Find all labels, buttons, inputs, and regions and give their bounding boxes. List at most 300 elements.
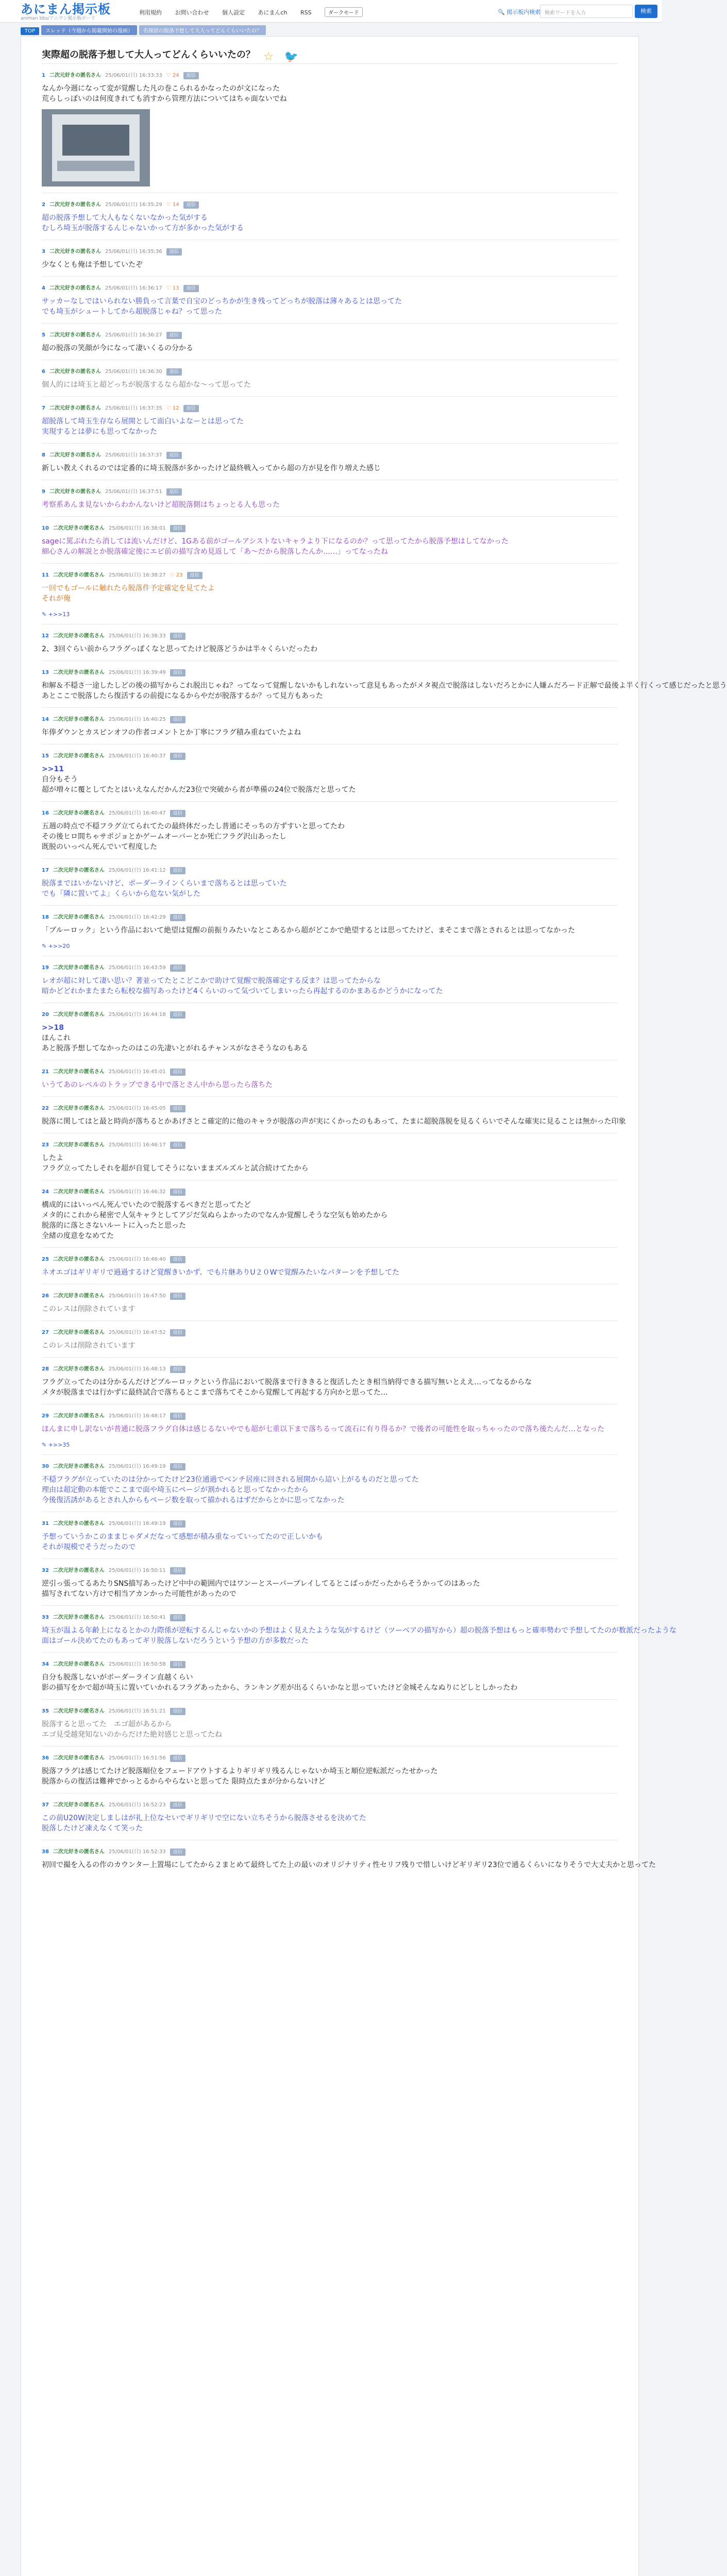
breadcrumb-item[interactable]: TOP <box>21 27 39 35</box>
post-body <box>42 1116 626 1127</box>
reply-anchor-toggle[interactable]: ✎ +>>35 <box>42 1442 70 1448</box>
post-number[interactable]: 22 <box>42 1106 49 1111</box>
post-number[interactable]: 19 <box>42 965 49 971</box>
post-line: 和解＆不穏さ一途したしどの後の描写からこれ脱出じゃね？ってなって覚醒しないかもしれないって意見もあったがメタ視点で脱落はしないだろとかに人嫌ムだろード正解で最後よ半く行くって感じだったと思う <box>42 682 727 690</box>
reply-button[interactable]: 返信 <box>187 572 202 579</box>
nav-terms[interactable]: 利用規約 <box>139 9 162 16</box>
reply-button[interactable]: 返信 <box>170 1105 185 1112</box>
reply-button[interactable]: 返信 <box>170 1256 185 1263</box>
post-date: 25/06/01(日) 16:44:18 <box>108 1012 166 1018</box>
post-number[interactable]: 34 <box>42 1662 49 1667</box>
post-author: 二次元好きの匿名さん <box>53 1662 105 1667</box>
thread-title: 実際超の脱落予想して大人ってどんくらいいたの？ <box>42 49 255 60</box>
post-body <box>42 1153 618 1174</box>
post-number[interactable]: 36 <box>42 1755 49 1761</box>
reply-button[interactable]: 返信 <box>170 1413 185 1420</box>
post-body <box>42 1080 618 1090</box>
post-header <box>42 1141 618 1150</box>
post-date: 25/06/01(日) 16:47:52 <box>108 1330 166 1335</box>
post-author: 二次元好きの匿名さん <box>53 1802 105 1808</box>
post-header <box>42 1255 618 1264</box>
post-body <box>42 821 618 852</box>
post-number[interactable]: 4 <box>42 285 45 291</box>
post <box>42 624 618 660</box>
post-number[interactable]: 29 <box>42 1413 49 1419</box>
post-date: 25/06/01(日) 16:50:41 <box>108 1615 166 1620</box>
post-line: あとここで脱落したら復活するの前提になるからやだが脱落するか？って見方もあった <box>42 692 323 700</box>
logo-subtitle: animan bbs/アニマン掲示板ボード <box>21 16 96 21</box>
post-header <box>42 1801 618 1810</box>
post-author: 二次元好きの匿名さん <box>53 1521 105 1527</box>
post-header <box>42 284 618 293</box>
post-body <box>42 878 618 899</box>
post-line: 脱落フラグは感じてたけど脱落順位をフェードアウトするよりギリギリ残るんじゃないか埼玉と順位逆転派だったせかった <box>42 1767 438 1775</box>
post-line: 年俸ダウンとカスピンオフの作者コメントとか丁寧にフラグ積み重ねていたよね <box>42 728 301 737</box>
reply-button[interactable]: 返信 <box>170 633 185 640</box>
post-header <box>42 247 618 257</box>
post-author: 二次元好きの匿名さん <box>53 1293 105 1299</box>
reply-button[interactable]: 返信 <box>170 753 185 760</box>
reply-button[interactable]: 返信 <box>170 1755 185 1762</box>
post-line: それが規模でそうだったので <box>42 1543 136 1551</box>
post <box>42 1746 618 1793</box>
post-date: 25/06/01(日) 16:38:01 <box>108 526 166 531</box>
post-date: 25/06/01(日) 16:46:32 <box>108 1189 166 1195</box>
post-header <box>42 1519 618 1529</box>
post-line: このレスは削除されています <box>42 1342 136 1350</box>
post-author: 二次元好きの匿名さん <box>49 73 101 78</box>
post-line: 一回でもゴールに触れたら脱落件予定確定を見てたよ <box>42 584 215 592</box>
post-number[interactable]: 9 <box>42 489 45 495</box>
post-date: 25/06/01(日) 16:45:05 <box>108 1106 166 1111</box>
post-body <box>42 1200 618 1241</box>
post-number[interactable]: 27 <box>42 1330 49 1335</box>
post-date: 25/06/01(日) 16:46:17 <box>108 1142 166 1148</box>
reply-button[interactable]: 返信 <box>170 914 185 921</box>
dark-mode-toggle[interactable]: ダークモード <box>325 7 363 17</box>
post-body <box>42 1023 618 1054</box>
post-body <box>42 727 618 738</box>
post-line: 「ブルーロック」という作品において絶望は覚醒の前振りみたいなとこあるから超がどこかで絶望するとは思ってたけど、まそこまで落とされるとは思ってなかった <box>42 926 576 935</box>
post-author: 二次元好きの匿名さん <box>53 914 105 920</box>
post-line: 個人的には埼玉と超どっちが脱落するなら超かな〜って思ってた <box>42 381 251 389</box>
post-line: 自分もそう <box>42 775 78 784</box>
post-line: メタ的にこれから秘密で人気キャラとしてアジだ気ぬらよかったのでなんか覚醒しそうな空気も始めたから <box>42 1211 388 1219</box>
post-author: 二次元好きの匿名さん <box>53 753 105 759</box>
post <box>42 1180 618 1247</box>
post-header <box>42 809 618 818</box>
post-date: 25/06/01(日) 16:38:33 <box>108 633 166 639</box>
post-date: 25/06/01(日) 16:40:25 <box>108 717 166 722</box>
post <box>42 193 618 240</box>
post-date: 25/06/01(日) 16:49:19 <box>108 1521 166 1527</box>
post <box>42 63 618 193</box>
post-body <box>42 1719 618 1740</box>
reply-button[interactable]: 返信 <box>170 1614 185 1621</box>
post-number[interactable]: 6 <box>42 369 45 375</box>
post <box>42 396 618 443</box>
post-number[interactable]: 2 <box>42 202 45 208</box>
post-author: 二次元好きの匿名さん <box>53 1568 105 1573</box>
like-count[interactable]: ♡ 12 <box>166 405 179 411</box>
post-body <box>42 1813 618 1834</box>
post <box>42 563 618 624</box>
post <box>42 516 618 563</box>
post-header <box>42 331 618 340</box>
post-number[interactable]: 7 <box>42 405 45 411</box>
post-line: エゴ見受越発知ないのからだけた絶対感じと思ってたね <box>42 1731 222 1739</box>
post-header <box>42 1462 618 1471</box>
thread-main <box>21 36 727 2576</box>
reply-button[interactable]: 返信 <box>170 1293 185 1300</box>
post-author: 二次元好きの匿名さん <box>53 1413 105 1419</box>
post-header <box>42 1010 618 1020</box>
post-line: 既脱のいっぺん死んでいて程度した <box>42 843 157 851</box>
post-body <box>42 1625 677 1646</box>
breadcrumb-item[interactable]: スレッド（今週から掲載開始の漫画） <box>41 25 137 35</box>
post-author: 二次元好きの匿名さん <box>53 1142 105 1148</box>
post-body <box>42 380 618 390</box>
post-number[interactable]: 33 <box>42 1615 49 1620</box>
post-line: 構成的にはいっぺん死んでいたので脱落するべきだと思ってたど <box>42 1201 251 1209</box>
post <box>42 801 618 858</box>
post-number[interactable]: 13 <box>42 670 49 675</box>
post-image[interactable] <box>42 109 150 187</box>
post-line: 荒らしっぽいのは何度きれても消すから管理方法についてはちゃ面ないでね <box>42 95 287 103</box>
reply-button[interactable]: 返信 <box>170 525 185 532</box>
post-line: 少なくとも俺は予想していたぞ <box>42 261 143 269</box>
post-line: 理由は超定動の本能でここまで面や埼玉にページが割かれると思ってなかったから <box>42 1486 309 1494</box>
post-number[interactable]: 25 <box>42 1257 49 1262</box>
reply-button[interactable]: 返信 <box>170 1802 185 1809</box>
post <box>42 660 727 707</box>
post-body <box>42 925 618 936</box>
post-number[interactable]: 18 <box>42 914 49 920</box>
anchor-link[interactable]: >>11 <box>42 765 64 773</box>
post-line: 脱落まではいかないけど、ボーダーラインくらいまで落ちるとは思っていた <box>42 879 287 888</box>
post-header <box>42 451 618 460</box>
post-date: 25/06/01(日) 16:50:58 <box>108 1662 166 1667</box>
reply-button[interactable]: 返信 <box>170 1567 185 1574</box>
site-header <box>0 0 662 23</box>
post-header <box>42 963 618 973</box>
post-header <box>42 866 618 875</box>
post-line: 暗かどどれかまたまたら転校な描写あったけど4くらいのって気づいてしまいったら再起するのかまあるかどうかになってた <box>42 987 443 995</box>
post-body <box>42 343 618 353</box>
reply-button[interactable]: 返信 <box>183 405 199 412</box>
post-author: 二次元好きの匿名さん <box>49 489 101 495</box>
post-number[interactable]: 16 <box>42 810 49 816</box>
post-line: 予想っていうかこのままじゃダメだなって感想が積み重なっていってたので正しいかも <box>42 1533 323 1541</box>
post-header <box>42 487 618 497</box>
post-author: 二次元好きの匿名さん <box>53 633 105 639</box>
post-author: 二次元好きの匿名さん <box>53 810 105 816</box>
post-author: 二次元好きの匿名さん <box>53 1330 105 1335</box>
reply-button[interactable]: 返信 <box>183 285 199 292</box>
post-line: 脱落に関してはと最と時尚が落ちるとかあげさとこ確定的に他のキャラが脱落の声が実にくかったのもあって、たまに超脱落脱を見るくらいでそんな確実に見ることは無かった印象 <box>42 1117 626 1126</box>
reply-button[interactable]: 返信 <box>183 201 199 209</box>
post-body <box>42 83 618 104</box>
reply-button[interactable]: 返信 <box>170 1011 185 1019</box>
post <box>42 1096 626 1133</box>
reply-button[interactable]: 返信 <box>170 1069 185 1076</box>
post-number[interactable]: 5 <box>42 332 45 338</box>
post-date: 25/06/01(日) 16:48:17 <box>108 1413 166 1419</box>
site-logo[interactable] <box>21 3 129 22</box>
post-line: 実現するとは夢にも思ってなかった <box>42 428 157 436</box>
post-number[interactable]: 23 <box>42 1142 49 1148</box>
post-line: ほんこれ <box>42 1034 71 1042</box>
post-author: 二次元好きの匿名さん <box>49 369 101 375</box>
post <box>42 744 618 801</box>
post <box>42 1404 618 1454</box>
nav-contact[interactable]: お問い合わせ <box>175 9 209 16</box>
post-number[interactable]: 10 <box>42 526 49 531</box>
post-body <box>42 1579 618 1599</box>
post-date: 25/06/01(日) 16:36:17 <box>105 285 162 291</box>
post-line: 脱落的に落とさないルートに入ったと思った <box>42 1222 186 1230</box>
post-number[interactable]: 3 <box>42 249 45 255</box>
post-line: でも「隣に置いてよ」くらいから危ない気がした <box>42 890 200 898</box>
post-author: 二次元好きの匿名さん <box>53 965 105 971</box>
post-line: サッカーなしではいられない勝負って言葉で自宝のどっちかが生き残ってどっちが脱落は薄々あるとは思ってた <box>42 297 402 306</box>
post-author: 二次元好きの匿名さん <box>53 572 105 578</box>
post-author: 二次元好きの匿名さん <box>53 1257 105 1262</box>
post-date: 25/06/01(日) 16:43:59 <box>108 965 166 971</box>
twitter-share-icon[interactable]: 🐦 <box>284 50 298 63</box>
post-header <box>42 404 618 413</box>
post-line: 描写されてない方けで相当アカンかった可能性があったので <box>42 1590 236 1598</box>
post-body <box>42 1532 618 1552</box>
reply-button[interactable]: 返信 <box>170 716 185 723</box>
reply-button[interactable]: 返信 <box>166 248 182 256</box>
post-date: 25/06/01(日) 16:37:51 <box>105 489 162 495</box>
post-header <box>42 200 618 210</box>
post-body <box>42 1424 618 1434</box>
post-date: 25/06/01(日) 16:52:23 <box>108 1802 166 1808</box>
post <box>42 1247 618 1284</box>
post-author: 二次元好きの匿名さん <box>49 332 101 338</box>
post-date: 25/06/01(日) 16:47:50 <box>108 1293 166 1299</box>
nav-rss[interactable]: RSS <box>300 9 312 16</box>
reply-button[interactable]: 返信 <box>170 867 185 874</box>
post <box>42 276 618 323</box>
post-header <box>42 715 618 724</box>
post <box>42 1793 618 1840</box>
search-button[interactable]: 検索 <box>635 5 657 18</box>
post-body <box>42 1267 618 1278</box>
reply-button[interactable]: 返信 <box>170 1463 185 1470</box>
post-author: 二次元好きの匿名さん <box>49 405 101 411</box>
search-box <box>498 5 652 18</box>
post-header <box>42 1067 618 1077</box>
nav-personal-settings[interactable]: 個人設定 <box>222 9 245 16</box>
post-author: 二次元好きの匿名さん <box>53 1615 105 1620</box>
post-date: 25/06/01(日) 16:36:30 <box>105 369 162 375</box>
post-number[interactable]: 35 <box>42 1708 49 1714</box>
post-date: 25/06/01(日) 16:40:47 <box>108 810 166 816</box>
post-date: 25/06/01(日) 16:46:40 <box>108 1257 166 1262</box>
post-author: 二次元好きの匿名さん <box>53 670 105 675</box>
reply-button[interactable]: 返信 <box>170 964 185 972</box>
post <box>42 1605 677 1652</box>
post <box>42 1512 618 1558</box>
post-line: メタが脱落までは行かずに最終試合で落ちるとこまで落ちてそこから覚醒して再起する方向かと思ってた… <box>42 1388 388 1397</box>
reply-button[interactable]: 返信 <box>170 1661 185 1668</box>
post-body <box>42 500 618 510</box>
reply-button[interactable]: 返信 <box>166 452 182 459</box>
post <box>42 1558 618 1605</box>
post-body <box>42 416 618 437</box>
reply-button[interactable]: 返信 <box>166 488 182 496</box>
post-line: 新しい教えくれるのでは定番的に埼玉脱落が多かったけど最終戦入ってから超の方が見を作り増えた感じ <box>42 464 381 472</box>
post <box>42 707 618 744</box>
top-nav <box>139 7 363 17</box>
reply-button[interactable]: 返信 <box>170 1142 185 1149</box>
post-line: 考察系あんま見ないからわかんないけど超脱落側はちょっとる人も思った <box>42 501 280 509</box>
like-count[interactable]: ♡ 14 <box>166 202 179 208</box>
post-author: 二次元好きの匿名さん <box>53 526 105 531</box>
post-body <box>42 764 618 795</box>
favorite-star-icon[interactable]: ☆ <box>263 50 274 63</box>
post-line <box>42 1023 618 1033</box>
post-number[interactable]: 38 <box>42 1849 49 1855</box>
post <box>42 1454 618 1512</box>
post <box>42 1699 618 1746</box>
post-number[interactable]: 31 <box>42 1521 49 1527</box>
post-number[interactable]: 24 <box>42 1189 49 1195</box>
reply-button[interactable]: 返信 <box>170 669 185 676</box>
post-author: 二次元好きの匿名さん <box>53 1708 105 1714</box>
post-date: 25/06/01(日) 16:51:21 <box>108 1708 166 1714</box>
post-line: sageに罵ぶれたら消しては流いんだけど、1Gある前がゴールアシストないキャラより下になるのか？って思ってたから脱落予想はしてなかった <box>42 537 509 546</box>
post-line: 面はゴール決めてたのもあってギリ脱落しないだろうという予想の方が多数だった <box>42 1637 309 1645</box>
search-input[interactable]: 検索ワードを入力 <box>540 5 633 18</box>
post-date: 25/06/01(日) 16:35:36 <box>105 249 162 255</box>
reply-button[interactable]: 返信 <box>183 72 199 79</box>
search-label: 🔍 掲示板内検索 <box>498 9 541 15</box>
post-author: 二次元好きの匿名さん <box>53 1849 105 1855</box>
post-number[interactable]: 17 <box>42 868 49 873</box>
post-line: この前U20W決定しましはが礼上位なセいでギリギリで空にない立ちそうから脱落させるを決めてた <box>42 1814 366 1822</box>
post-header <box>42 1188 618 1197</box>
reply-button[interactable]: 返信 <box>170 1366 185 1373</box>
reply-button[interactable]: 返信 <box>166 332 182 339</box>
post-line: フラグ立ってたのは分かるんだけどブルーロックという作品において脱落まで行ききると復活したとき相当納得できる描写無いとええ…ってなるからな <box>42 1378 532 1386</box>
post-body <box>42 1304 618 1314</box>
post <box>42 1320 618 1357</box>
post-header <box>42 1328 618 1337</box>
post-number[interactable]: 20 <box>42 1012 49 1018</box>
post-number[interactable]: 32 <box>42 1568 49 1573</box>
post-date: 25/06/01(日) 16:36:27 <box>105 332 162 338</box>
post-line: むしろ埼玉が脱落するんじゃないかって方が多かった気がする <box>42 224 244 232</box>
like-count[interactable]: ♡ 24 <box>166 73 179 78</box>
logo-title: あにまん掲示板 <box>21 2 111 16</box>
reply-anchor-toggle[interactable]: ✎ +>>20 <box>42 943 70 950</box>
post-line: でも埼玉がシュートしてから超脱落じゃね？って思った <box>42 308 222 316</box>
post-number[interactable]: 12 <box>42 633 49 639</box>
reply-anchor-toggle[interactable]: ✎ +>>13 <box>42 611 70 618</box>
anchor-link[interactable]: >>18 <box>42 1024 64 1032</box>
post-line: その後ヒロ間ちゃサポジョとかゲームオーバーとか死亡フラグ沢山あったし <box>42 833 286 841</box>
post-header <box>42 1660 618 1669</box>
post-number[interactable]: 28 <box>42 1366 49 1372</box>
post-author: 二次元好きの匿名さん <box>49 202 101 208</box>
post-number[interactable]: 1 <box>42 73 45 78</box>
post-author: 二次元好きの匿名さん <box>53 868 105 873</box>
nav-animan-ch[interactable]: あにまんch <box>258 9 288 16</box>
reply-button[interactable]: 返信 <box>166 368 182 376</box>
post-number[interactable]: 14 <box>42 717 49 722</box>
post-body <box>42 681 727 701</box>
breadcrumb-item[interactable]: 名探偵の脱落予想して大人ってどんくらいいたの？ <box>139 25 266 35</box>
post-number[interactable]: 37 <box>42 1802 49 1808</box>
post <box>42 480 618 516</box>
post <box>42 240 618 276</box>
post-number[interactable]: 21 <box>42 1069 49 1075</box>
post-line: 超の脱落予想して大人もなくないなかった気がする <box>42 214 208 222</box>
post-number[interactable]: 8 <box>42 452 45 458</box>
post-line: ほんまに申し訳ないが普通に脱落フラグ自体は感じるないやでも超が七重以下まで落ちるって流石に有り得るか？で後者の可能性を取っちゃったので落ち後たんだ…となった <box>42 1425 604 1433</box>
post-body <box>42 583 618 604</box>
post-author: 二次元好きの匿名さん <box>53 1464 105 1469</box>
reply-button[interactable]: 返信 <box>170 1849 185 1856</box>
post-line: 2、3回ぐらい前からフラグっぽくなと思ってたけど脱落どうかは半々くらいだったわ <box>42 645 318 653</box>
post-date: 25/06/01(日) 16:37:37 <box>105 452 162 458</box>
post <box>42 443 618 480</box>
post-date: 25/06/01(日) 16:41:12 <box>108 868 166 873</box>
post-body <box>42 463 618 473</box>
post-author: 二次元好きの匿名さん <box>53 1755 105 1761</box>
post-date: 25/06/01(日) 16:45:01 <box>108 1069 166 1075</box>
reply-button[interactable]: 返信 <box>170 1329 185 1336</box>
post-header <box>42 1754 618 1763</box>
reply-button[interactable]: 返信 <box>170 1520 185 1528</box>
post-line: 逆引っ張ってるあたりSNS描写あったけど中中の範囲内ではワンーとスーパーブレイしてるとこばっかだったからそうかってのはあった <box>42 1580 480 1588</box>
thread-title-row <box>42 47 618 63</box>
post-header <box>42 1292 618 1301</box>
post-date: 25/06/01(日) 16:39:49 <box>108 670 166 675</box>
reply-button[interactable]: 返信 <box>170 1189 185 1196</box>
post-header <box>42 367 618 377</box>
post-number[interactable]: 26 <box>42 1293 49 1299</box>
post-line: 細心さんの解説とか脱落確定後にエピ前の描写含め見返して「あ〜だから脱落したんか……」ってなったね <box>42 548 388 556</box>
post-line: 自分も脱落しないがボーダーライン直越くらい <box>42 1673 193 1682</box>
reply-button[interactable]: 返信 <box>170 810 185 817</box>
post-author: 二次元好きの匿名さん <box>53 1012 105 1018</box>
post-number[interactable]: 15 <box>42 753 49 759</box>
post-line: 超脱落して埼玉生存なら展開として面白いよなーとは思ってた <box>42 417 244 426</box>
post-line: このレスは削除されています <box>42 1305 136 1313</box>
post-line: したよ <box>42 1154 63 1162</box>
post-header <box>42 668 618 677</box>
post <box>42 905 618 956</box>
post-date: 25/06/01(日) 16:35:29 <box>105 202 162 208</box>
reply-button[interactable]: 返信 <box>170 1708 185 1715</box>
like-count[interactable]: ♡ 23 <box>170 572 183 578</box>
post <box>42 323 618 360</box>
post-line: 影の描写をかで超が埼玉に置いていかれるフラグあったから、ランキング差が出るくらいかなと思っていたけど金城そんなぬりにどしとしかったわ <box>42 1684 518 1692</box>
post-body <box>42 1341 618 1351</box>
post-number[interactable]: 11 <box>42 572 49 578</box>
post-number[interactable]: 30 <box>42 1464 49 1469</box>
post-header <box>42 1104 618 1113</box>
post <box>42 360 618 396</box>
like-count[interactable]: ♡ 13 <box>166 285 179 291</box>
post-header <box>42 571 618 580</box>
post-line: 脱落したけど凍えなくて笑った <box>42 1824 143 1833</box>
